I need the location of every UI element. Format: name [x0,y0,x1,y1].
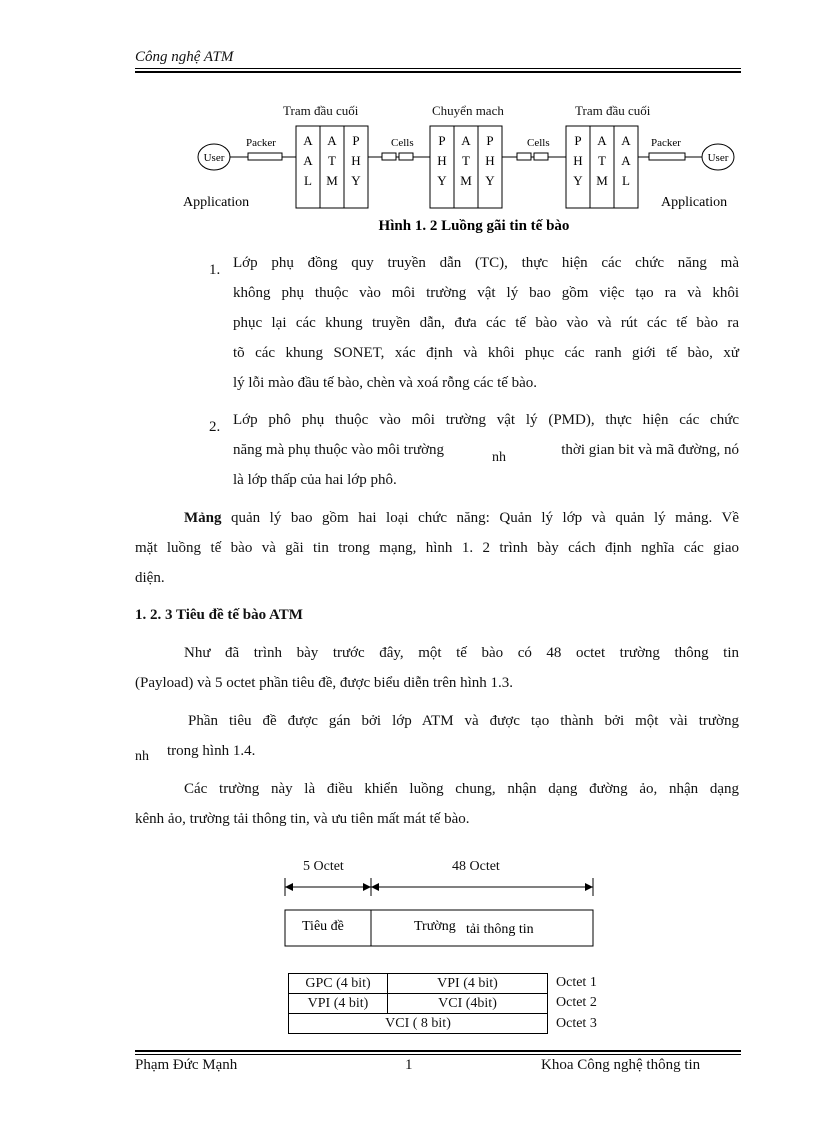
svg-text:Y: Y [437,173,447,188]
svg-text:H: H [573,153,583,168]
list-item-1: Lớp phụ đồng quy truyền dẫn (TC), thực hiện các chức năng mà không phụ thuộc vào môi trường vật lý bao gồm việc tạo ra và khôi phục lại các khung truyền dẫn, đưa các tế bào vào và rút các tế bào ra tõ các khung SONET, xác định và khôi phục các ranh giới tế bào, xử lý lỗi mào đầu tế bào, chèn và xoá rỗng các tế bào. [233,255,739,391]
svg-text:M: M [596,173,608,188]
paragraph-cell-size: Như đã trình bày trước đây, một tế bào có 48 octet trường thông tin (Payload) và 5 octet phần tiêu đề, được biểu diễn trên hình 1.3. [135,645,739,691]
svg-text:A: A [621,133,631,148]
svg-text:P: P [574,133,582,148]
svg-text:T: T [328,153,336,168]
footer-department: Khoa Công nghệ thông tin [541,1057,701,1073]
label-terminal-left: Tram đầu cuối [283,103,359,118]
application-left-label: Application [183,195,250,210]
octet-2-label: Octet 2 [556,995,597,1010]
field-gpc: GPC (4 bit) [289,974,388,994]
svg-text:Y: Y [351,173,361,188]
field-vci-2: VCI ( 8 bit) [289,1014,548,1034]
svg-text:M: M [460,173,472,188]
svg-text:P: P [352,133,360,148]
footer-rule [135,1054,741,1055]
octet-3-label: Octet 3 [556,1016,597,1031]
svg-text:H: H [485,153,495,168]
user-right-label: User [707,152,729,164]
svg-text:H: H [351,153,361,168]
svg-text:T: T [598,153,606,168]
packer-right-label: Packer [651,137,681,149]
svg-text:L: L [304,173,312,188]
svg-text:H: H [437,153,447,168]
paragraph-management: Mảng quản lý bao gồm hai loại chức năng: Quản lý lớp và quản lý mảng. Về mặt luồng tế bào và gãi tin trong mạng, hình 1. 2 trình bày cách định nghĩa các giao diện. [135,510,739,586]
paragraph-fields-list: Các trường này là điều khiển luồng chung, nhận dạng đường ảo, nhận dạng kênh ảo, trường tải thông tin, và ưu tiên mất mát tế bào. [135,781,739,827]
cell-header-label: Tiêu đề [302,919,344,934]
cells-left-label: Cells [391,137,414,149]
field-vci-1: VCI (4bit) [388,994,548,1014]
svg-text:A: A [621,153,631,168]
footer-page-number: 1 [405,1057,413,1073]
footer-rule-thick [135,1050,741,1052]
list-number-1: 1. [209,262,221,278]
label-48-octet: 48 Octet [452,859,500,874]
svg-text:A: A [461,133,471,148]
svg-text:P: P [438,133,446,148]
list-number-2: 2. [209,419,221,435]
svg-text:Y: Y [485,173,495,188]
svg-text:A: A [327,133,337,148]
header-rule-thick [135,71,741,73]
label-switch: Chuyển mach [432,103,504,118]
field-vpi-2: VPI (4 bit) [289,994,388,1014]
svg-text:L: L [622,173,630,188]
svg-text:M: M [326,173,338,188]
user-left-label: User [203,152,225,164]
label-terminal-right: Tram đầu cuối [575,103,651,118]
svg-text:Y: Y [573,173,583,188]
section-heading: 1. 2. 3 Tiêu đề tế bào ATM [135,607,303,623]
application-right-label: Application [661,195,728,210]
cell-payload-label-a: Trường [414,919,456,934]
header-rule [135,68,741,69]
paragraph-header-fields: Phần tiêu đề được gán bởi lớp ATM và được tạo thành bởi một vài trường nh trong hình 1.4. [135,713,739,764]
packer-left-label: Packer [246,137,276,149]
label-5-octet: 5 Octet [303,859,344,874]
svg-text:A: A [597,133,607,148]
field-vpi-1: VPI (4 bit) [388,974,548,994]
footer-author: Phạm Đức Mạnh [135,1057,238,1073]
svg-text:P: P [486,133,494,148]
octet-1-label: Octet 1 [556,975,597,990]
page-header-title: Công nghệ ATM [135,49,234,65]
figure1-caption: Hình 1. 2 Luồng gãi tin tế bào [378,218,570,234]
svg-text:A: A [303,153,313,168]
svg-text:A: A [303,133,313,148]
cells-right-label: Cells [527,137,550,149]
list-item-2: Lớp phô phụ thuộc vào môi trường vật lý (PMD), thực hiện các chức năng mà phụ thuộc vào môi trường nh thời gian bit và mã đường, nó là lớp thấp của hai lớp phô. [233,412,739,488]
svg-text:T: T [462,153,470,168]
header-field-table [288,973,548,1034]
cell-payload-label-b: tải thông tin [466,922,534,937]
atm-cell-structure-diagram [280,852,600,952]
atm-cell-flow-diagram [170,98,770,238]
